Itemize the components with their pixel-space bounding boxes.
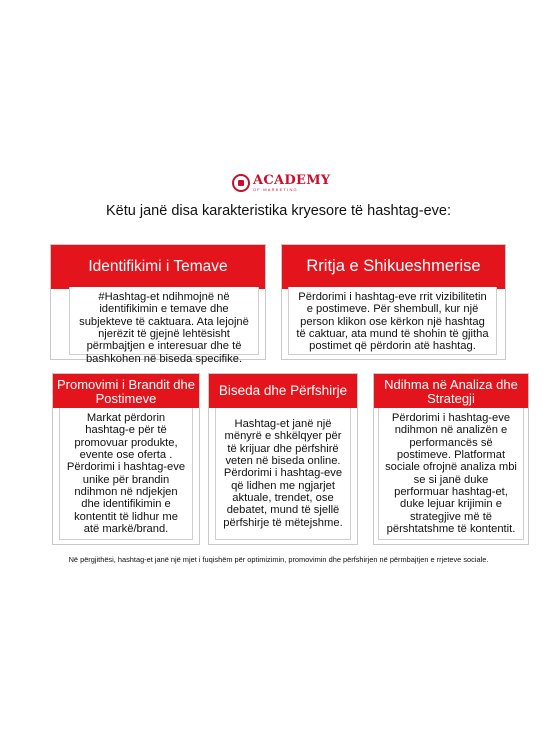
card-text: Përdorimi i hashtag-eve rrit vizibilitetin e postimeve. Për shembull, kur një person klikon ose kërkon një hashtag të caktuar, ata mund të shohin të gjitha postimet që përdorin atë hashtag. <box>288 287 497 355</box>
card-analiza <box>373 373 529 545</box>
logo-badge-icon <box>232 174 250 192</box>
card-promovimi <box>52 373 200 545</box>
card-biseda <box>208 373 358 545</box>
page-heading: Këtu janë disa karakteristika kryesore të hashtag-eve: <box>106 203 451 219</box>
logo-tagline: OF MARKETING <box>253 187 298 192</box>
card-title: Identifikimi i Temave <box>51 245 265 289</box>
card-title: Promovimi i Brandit dhe Postimeve <box>53 374 199 408</box>
card-text: Përdorimi i hashtag-eve ndihmon në analizën e performancës së postimeve. Platformat sociale ofrojnë analiza mbi se si janë duke performuar hashtag-et, duke lejuar krijimin e strategjive më të përshtatshme të kontentit. <box>378 408 524 540</box>
card-title: Ndihma në Analiza dhe Strategji <box>374 374 528 408</box>
academy-logo <box>232 172 332 194</box>
logo-wordmark <box>253 174 330 192</box>
card-identifikimi <box>50 244 266 365</box>
logo-name: ACADEMY <box>253 173 331 188</box>
card-text: #Hashtag-et ndihmojnë në identifikimin e temave dhe subjekteve të caktuara. Ata lejojnë njerëzit të gjejnë lehtësisht përmbajtjen e interesuar dhe të bashkohen në biseda specifike. <box>69 287 259 355</box>
footer-summary: Në përgjithësi, hashtag-et janë një mjet i fuqishëm për optimizimin, promovimin dhe përfshirjen në përmbajtjen e rrjeteve sociale. <box>68 555 489 564</box>
card-shikueshmeria <box>281 244 506 360</box>
card-title: Rritja e Shikueshmerise <box>282 245 505 289</box>
card-title: Biseda dhe Përfshirje <box>209 374 357 408</box>
card-text: Markat përdorin hashtag-e për të promovuar produkte, evente ose oferta . Përdorimi i hashtag-eve unike për brandin ndihmon në ndjekjen dhe identifikimin e kontentit të lidhur me atë markë/brand. <box>59 408 193 540</box>
card-text: Hashtag-et janë një mënyrë e shkëlqyer për të krijuar dhe përfshirë veten në biseda online. Përdorimi i hashtag-eve që lidhen me ngjarjet aktuale, trendet, ose debatet, mund të sjellë përfshirje të mëtejshme. <box>215 408 351 540</box>
